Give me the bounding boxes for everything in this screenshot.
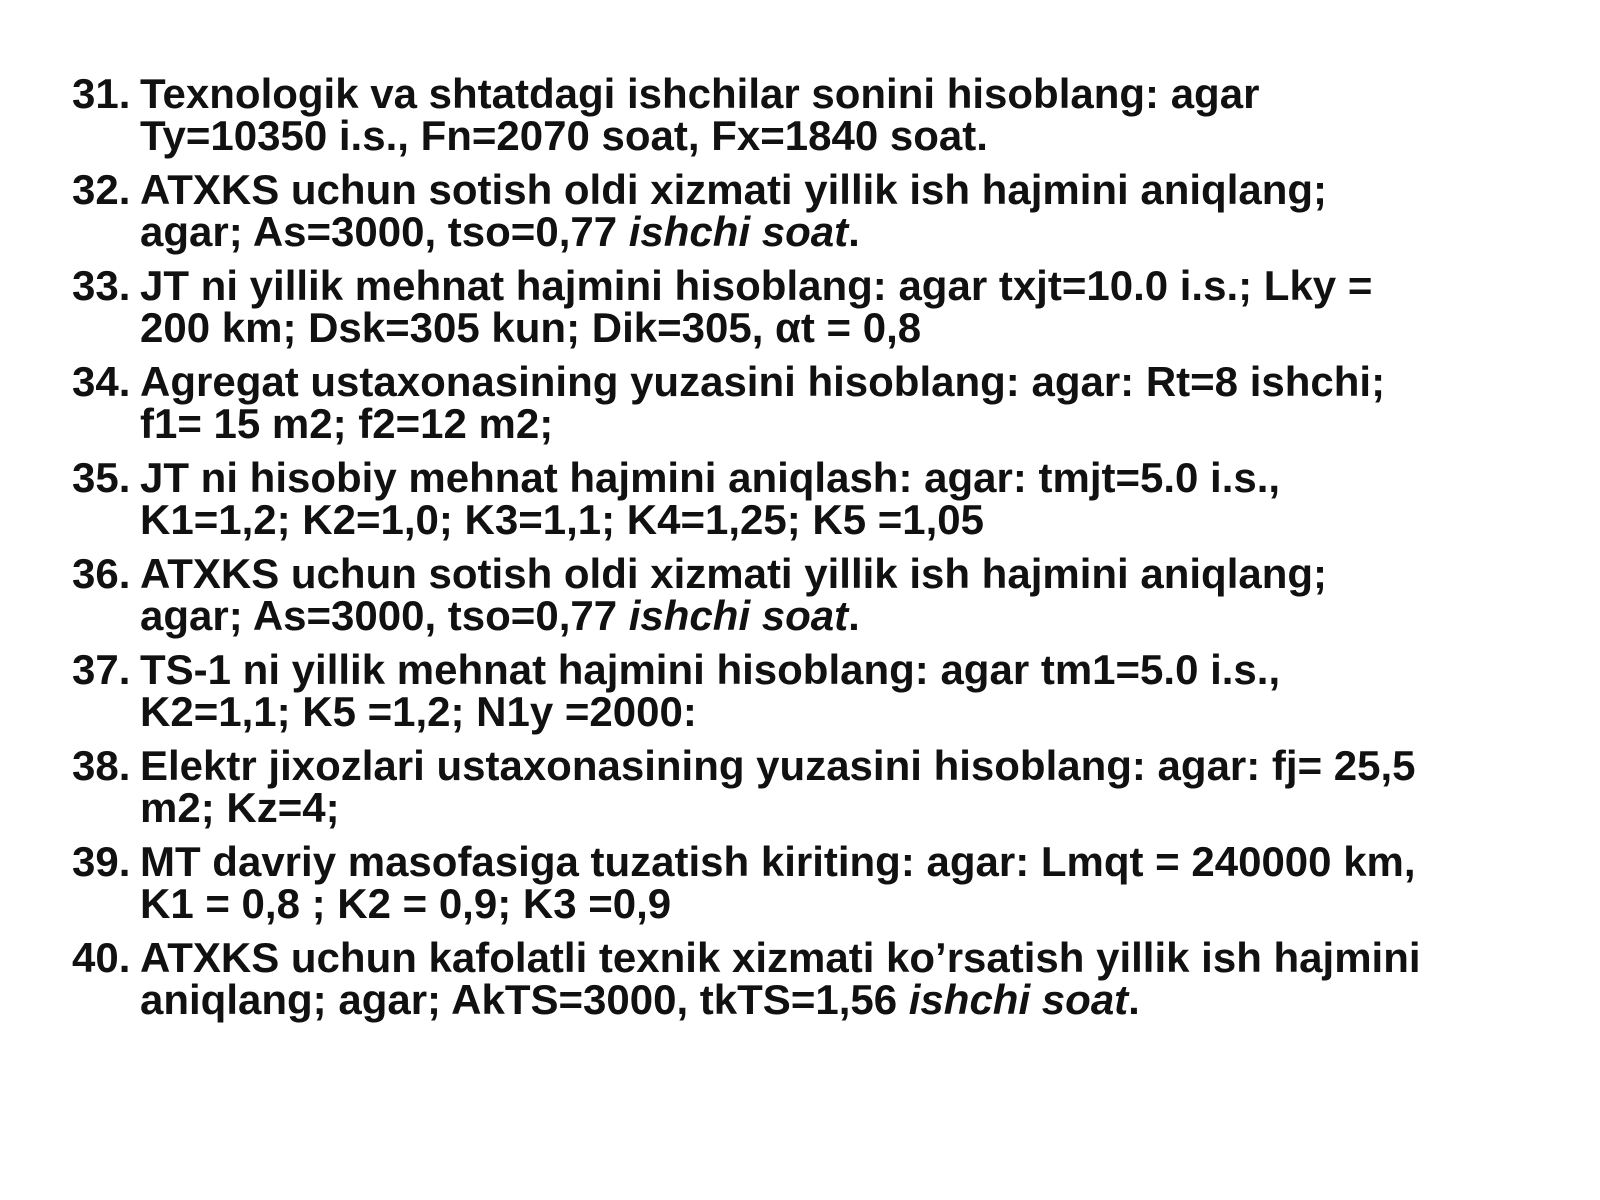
problem-number: 38. bbox=[72, 742, 131, 789]
problem-line-end: . bbox=[1128, 976, 1140, 1023]
problem-number: 36. bbox=[72, 550, 131, 597]
problem-number: 37. bbox=[72, 646, 131, 693]
problem-line: ATXKS uchun sotish oldi xizmati yillik ish hajmini aniqlang; bbox=[140, 166, 1328, 213]
problem-item bbox=[72, 358, 1552, 447]
problem-item bbox=[72, 646, 1552, 735]
problem-item bbox=[72, 70, 1552, 159]
problem-line-text: agar; As=3000, tso=0,77 bbox=[140, 208, 629, 255]
problem-number: 35. bbox=[72, 454, 131, 501]
problem-text bbox=[140, 838, 1552, 927]
problem-line bbox=[140, 976, 1552, 1023]
problem-item bbox=[72, 166, 1552, 255]
problem-text bbox=[140, 550, 1552, 639]
problem-line: TS-1 ni yillik mehnat hajmini hisoblang: agar tm1=5.0 i.s., bbox=[140, 646, 1281, 693]
problem-line: JT ni yillik mehnat hajmini hisoblang: agar txjt=10.0 i.s.; Lky = bbox=[140, 262, 1373, 309]
problem-line-end: . bbox=[848, 208, 860, 255]
problem-number: 39. bbox=[72, 838, 131, 885]
problem-line-text: aniqlang; agar; AkTS=3000, tkTS=1,56 bbox=[140, 976, 909, 1023]
problem-line: Agregat ustaxonasining yuzasini hisoblang: agar: Rt=8 ishchi; bbox=[140, 358, 1386, 405]
problem-line: MT davriy masofasiga tuzatish kiriting: agar: Lmqt = 240000 km, bbox=[140, 838, 1416, 885]
problem-number: 31. bbox=[72, 70, 131, 117]
problem-line: K1 = 0,8 ; K2 = 0,9; K3 =0,9 bbox=[140, 880, 672, 927]
problem-line bbox=[140, 208, 1552, 255]
problem-line: K2=1,1; K5 =1,2; N1y =2000: bbox=[140, 688, 697, 735]
problem-line: Texnologik va shtatdagi ishchilar sonini hisoblang: agar bbox=[140, 70, 1260, 117]
problem-item bbox=[72, 934, 1552, 1023]
problem-item bbox=[72, 550, 1552, 639]
problem-item bbox=[72, 262, 1552, 351]
problem-item bbox=[72, 454, 1552, 543]
problem-line-italic: ishchi soat bbox=[908, 976, 1129, 1023]
problem-number: 32. bbox=[72, 166, 131, 213]
problem-text bbox=[140, 742, 1552, 831]
problem-number: 33. bbox=[72, 262, 131, 309]
problem-line bbox=[140, 592, 1552, 639]
problem-line-text: agar; As=3000, tso=0,77 bbox=[140, 592, 629, 639]
problem-line: K1=1,2; K2=1,0; K3=1,1; K4=1,25; K5 =1,05 bbox=[140, 496, 985, 543]
problem-text bbox=[140, 934, 1552, 1023]
problem-text bbox=[140, 358, 1552, 447]
problem-text bbox=[140, 262, 1552, 351]
problem-line: f1= 15 m2; f2=12 m2; bbox=[140, 400, 554, 447]
problem-text bbox=[140, 646, 1552, 735]
problem-line: m2; Kz=4; bbox=[140, 784, 340, 831]
problem-text bbox=[140, 454, 1552, 543]
problem-item bbox=[72, 838, 1552, 927]
problem-list bbox=[72, 70, 1552, 1033]
problem-line-italic: ishchi soat bbox=[628, 592, 849, 639]
problem-line: JT ni hisobiy mehnat hajmini aniqlash: agar: tmjt=5.0 i.s., bbox=[140, 454, 1281, 501]
problem-line: Ty=10350 i.s., Fn=2070 soat, Fx=1840 soat. bbox=[140, 112, 988, 159]
problem-item bbox=[72, 742, 1552, 831]
problem-line: Elektr jixozlari ustaxonasining yuzasini hisoblang: agar: fj= 25,5 bbox=[140, 742, 1416, 789]
problem-number: 40. bbox=[72, 934, 131, 981]
problem-text bbox=[140, 166, 1552, 255]
problem-line-italic: ishchi soat bbox=[628, 208, 849, 255]
problem-line-end: . bbox=[848, 592, 860, 639]
problem-line: ATXKS uchun sotish oldi xizmati yillik ish hajmini aniqlang; bbox=[140, 550, 1328, 597]
problem-line: ATXKS uchun kafolatli texnik xizmati ko’rsatish yillik ish hajmini bbox=[140, 934, 1421, 981]
problem-number: 34. bbox=[72, 358, 131, 405]
problem-line: 200 km; Dsk=305 kun; Dik=305, αt = 0,8 bbox=[140, 304, 922, 351]
problem-text bbox=[140, 70, 1552, 159]
